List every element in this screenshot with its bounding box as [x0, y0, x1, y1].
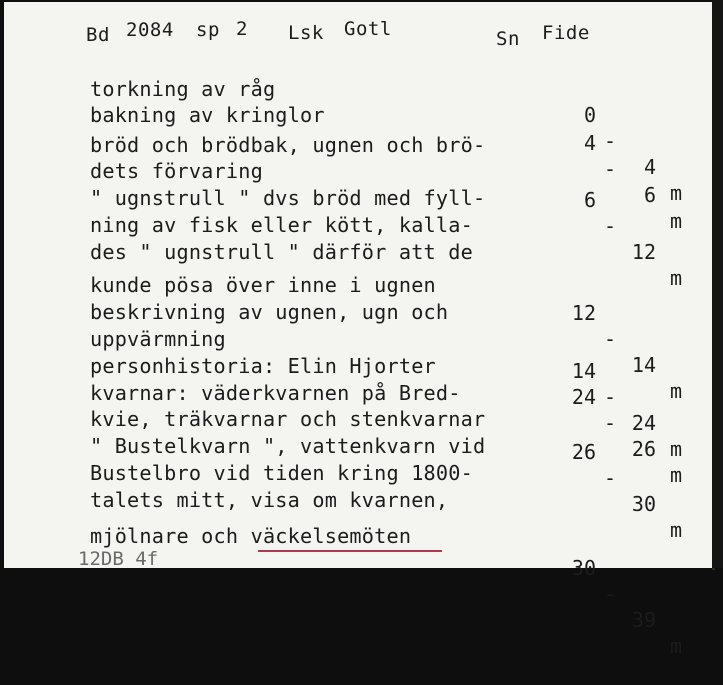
- range-unit: m: [669, 266, 682, 290]
- range-unit: m: [669, 437, 682, 461]
- range-from: 14: [571, 359, 596, 383]
- range-unit: m: [669, 209, 682, 233]
- text-line-2: bakning av kringlor: [90, 103, 325, 127]
- sn-value: Fide: [542, 22, 590, 44]
- sp-label: sp: [196, 19, 220, 41]
- range-dash: -: [604, 157, 617, 181]
- range-to: 4: [643, 155, 656, 179]
- range-to: 30: [631, 492, 656, 516]
- sp-number: 2: [236, 18, 248, 40]
- range-from: 6: [583, 188, 596, 212]
- range-from: 26: [571, 440, 596, 464]
- background-edge: [712, 0, 723, 568]
- range-dash: -: [604, 327, 617, 351]
- red-underline: [258, 550, 442, 552]
- range-unit: m: [669, 379, 682, 403]
- text-line-15: Bustelbro vid tiden kring 1800-: [90, 461, 473, 485]
- range-from: 4: [583, 131, 596, 155]
- index-card: [4, 2, 712, 658]
- text-line-10: uppvärmning: [90, 327, 226, 351]
- range-to: 26: [631, 437, 656, 461]
- lsk-label: Lsk: [288, 22, 324, 44]
- bd-number: 2084: [126, 19, 174, 41]
- sn-label: Sn: [496, 28, 520, 50]
- text-line-3: bröd och brödbak, ugnen och brö-: [90, 133, 486, 157]
- text-line-13: kvie, träkvarnar och stenkvarnar: [90, 407, 486, 431]
- range-dash: -: [604, 411, 617, 435]
- text-line-7: des " ugnstrull " därför att de: [90, 240, 473, 264]
- range-unit: m: [669, 181, 682, 205]
- range-from: 12: [571, 301, 596, 325]
- range-dash: -: [604, 385, 617, 409]
- range-unit: m: [669, 518, 682, 542]
- range-dash: -: [604, 466, 617, 490]
- range-unit: m: [669, 463, 682, 487]
- range-dash: -: [604, 129, 617, 153]
- text-line-6: ning av fisk eller kött, kalla-: [90, 213, 473, 237]
- range-from: 24: [571, 385, 596, 409]
- text-line-11: personhistoria: Elin Hjorter: [90, 354, 436, 378]
- text-line-12: kvarnar: väderkvarnen på Bred-: [90, 381, 461, 405]
- range-unit: m: [669, 634, 682, 658]
- range-to: 14: [631, 353, 656, 377]
- range-from: 0: [583, 103, 596, 127]
- text-line-8: kunde pösa över inne i ugnen: [90, 273, 436, 297]
- range-dash: -: [604, 214, 617, 238]
- text-line-14: " Bustelkvarn ", vattenkvarn vid: [90, 434, 486, 458]
- text-line-17: mjölnare och väckelsemöten: [90, 524, 412, 548]
- text-line-9: beskrivning av ugnen, ugn och: [90, 300, 449, 324]
- text-line-16: talets mitt, visa om kvarnen,: [90, 488, 449, 512]
- text-line-5: " ugnstrull " dvs bröd med fyll-: [90, 186, 486, 210]
- range-to: 12: [631, 240, 656, 264]
- range-to: 39: [631, 608, 656, 632]
- range-8: [548, 529, 682, 685]
- text-line-4: dets förvaring: [90, 159, 263, 183]
- range-dash: -: [604, 582, 617, 606]
- text-line-1: torkning av råg: [90, 77, 276, 101]
- range-from: 30: [571, 556, 596, 580]
- bd-label: Bd: [86, 24, 110, 46]
- lsk-value: Gotl: [344, 18, 392, 40]
- footer-note: 12DB 4f: [78, 548, 159, 570]
- range-to: 6: [643, 183, 656, 207]
- range-to: 24: [631, 411, 656, 435]
